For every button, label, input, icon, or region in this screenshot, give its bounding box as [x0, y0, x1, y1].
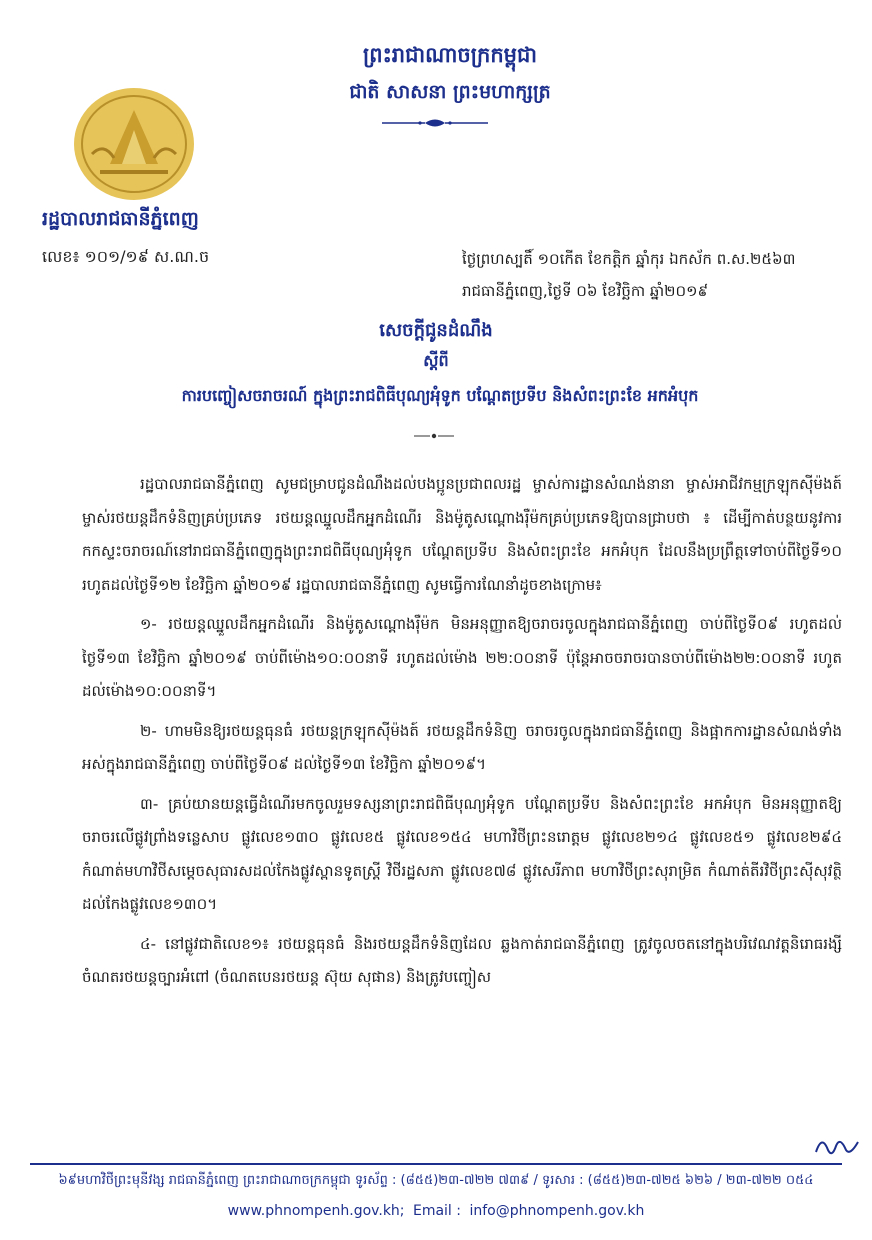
- body-paragraph-item-2: ២- ហាមមិនឱ្យរថយន្តធុនធំ រថយន្តក្រឡុកស៊ីម៉ងត៍ រថយន្តដឹកទំនិញ ចរាចរចូលក្នុងរាជធានីភ្នំពេញ និងផ្អាកការដ្ឋានសំណង់ទាំងអស់ក្នុងរាជធានីភ្នំពេញ ចាប់ពីថ្ងៃទី០៩ ដល់ថ្ងៃទី១៣ ខែវិច្ឆិកា ឆ្នាំ២០១៩។: [82, 721, 842, 773]
- email-link[interactable]: info@phnompenh.gov.kh: [469, 1203, 645, 1219]
- notice-subject: ការបញ្ចៀសចរាចរណ៍ ក្នុងព្រះរាជពិធីបុណ្យអុំទូក បណ្តែតប្រទីប និងសំពះព្រះខែ អកអំបុក: [181, 386, 699, 405]
- municipal-seal-icon: [70, 84, 198, 204]
- notice-body: [82, 468, 842, 1001]
- body-paragraph-item-1: ១- រថយន្តឈ្នួលដឹកអ្នកដំណើរ និងម៉ូតូសណ្តោងរ៉ឺម៉ក មិនអនុញ្ញាតឱ្យចរាចរចូលក្នុងរាជធានីភ្នំពេញ ចាប់ពីថ្ងៃទី០៩ រហូតដល់ថ្ងៃទី១៣ ខែវិច្ឆិកា ឆ្នាំ២០១៩ ចាប់ពីម៉ោង១០:០០នាទី រហូតដល់ម៉ោង ២២:០០នាទី ប៉ុន្តែអាចចរាចរបានចាប់ពីម៉ោង២២:០០នាទី រហូតដល់ម៉ោង១០:០០នាទី។: [82, 615, 842, 700]
- email-label: Email :: [412, 1203, 461, 1219]
- lunar-date: ថ្ងៃព្រហស្បតិ៍ ១០កើត ខែកត្តិក ឆ្នាំកុរ ឯកស័ក ព.ស.២៥៦៣: [462, 250, 796, 268]
- handwritten-initial-icon: [812, 1130, 862, 1160]
- body-paragraph-intro: រដ្ឋបាលរាជធានីភ្នំពេញ សូមជម្រាបជូនដំណឹងដល់បងប្អូនប្រជាពលរដ្ឋ ម្ចាស់ការដ្ឋានសំណង់នានា ម្ចាស់អាជីវកម្មក្រឡុកស៊ីម៉ងត៍ ម្ចាស់រថយន្តដឹកទំនិញគ្រប់ប្រភេទ រថយន្តឈ្នួលដឹកអ្នកដំណើរ និងម៉ូតូសណ្តោងរ៉ឺម៉កគ្រប់ប្រភេទឱ្យបានជ្រាបថា ៖ ដើម្បីកាត់បន្ថយនូវការកកស្ទះចរាចរណ៍នៅរាជធានីភ្នំពេញក្នុងព្រះរាជពិធីបុណ្យអុំទូក បណ្តែតប្រទីប និងសំពះព្រះខែ អកអំបុក ដែលនឹងប្រព្រឹត្តទៅចាប់ពីថ្ងៃទី១០ រហូតដល់ថ្ងៃទី១២ ខែវិច្ឆិកា ឆ្នាំ២០១៩ រដ្ឋបាលរាជធានីភ្នំពេញ សូមធ្វើការណែនាំដូចខាងក្រោម៖: [82, 475, 842, 594]
- footer-contact: [30, 1203, 842, 1219]
- body-paragraph-item-4: ៤- នៅផ្លូវជាតិលេខ១៖ រថយន្តធុនធំ និងរថយន្តដឹកទំនិញដែល ឆ្លងកាត់រាជធានីភ្នំពេញ ត្រូវចូលចតនៅក្នុងបរិវេណវត្តនិរោធរង្សី ចំណតរថយន្តច្បារអំពៅ (ចំណតបេនរថយន្ត ស៊ុយ សុផាន) និងត្រូវបញ្ចៀស: [82, 934, 842, 986]
- kingdom-heading: ព្រះរាជាណាចក្រកម្ពុជា: [362, 43, 537, 67]
- notice-subject-label: ស្តីពី: [423, 351, 449, 370]
- notice-title: សេចក្តីជូនដំណឹង: [379, 320, 493, 341]
- reference-number: លេខ៖ ១០១/១៩ ស.ណ.ច: [42, 247, 210, 266]
- national-motto: ជាតិ សាសនា ព្រះមហាក្សត្រ: [349, 81, 551, 103]
- website-link[interactable]: www.phnompenh.gov.kh;: [227, 1203, 405, 1219]
- solar-date: រាជធានីភ្នំពេញ,ថ្ងៃទី ០៦ ខែវិច្ឆិកា ឆ្នាំ២០១៩: [462, 282, 709, 300]
- footer-address: ៦៩មហាវិថីព្រះមុនីវង្ស រាជធានីភ្នំពេញ ព្រះរាជាណាចក្រកម្ពុជា ទូរស័ព្ទ : (៨៥៥)២៣-៧២២ ៧៣៩ / ទូរសារ : (៨៥៥)២៣-៧២៥ ៦២៦ / ២៣-៧២២ ០៥៤: [58, 1173, 814, 1188]
- small-divider-icon: [412, 432, 456, 440]
- issuing-authority: រដ្ឋបាលរាជធានីភ្នំពេញ: [42, 208, 199, 230]
- body-paragraph-item-3: ៣- គ្រប់យានយន្តធ្វើដំណើរមកចូលរួមទស្សនាព្រះរាជពិធីបុណ្យអុំទូក បណ្តែតប្រទីប និងសំពះព្រះខែ អកអំបុក មិនអនុញ្ញាតឱ្យចរាចរលើផ្លូវព្រាំងទន្លេសាប ផ្លូវលេខ១៣០ ផ្លូវលេខ៥ ផ្លូវលេខ១៥៤ មហាវិថីព្រះនរោត្តម ផ្លូវលេខ២១៤ ផ្លូវលេខ៥១ ផ្លូវលេខ២៩៤ កំណាត់មហាវិថីសម្តេចសុធារសដល់កែងផ្លូវស្ពានទូតស្រ្តី វិថីរដ្ឋសភា ផ្លូវលេខ៧៨ ផ្លូវសេរីភាព មហាវិថីព្រះសុរាម្រិត កំណាត់តីរវិថីព្រះស៊ីសុវត្ថិដល់កែងផ្លូវលេខ១៣០។: [82, 794, 842, 913]
- ornament-divider-icon: [380, 116, 490, 130]
- footer-divider: [30, 1163, 842, 1165]
